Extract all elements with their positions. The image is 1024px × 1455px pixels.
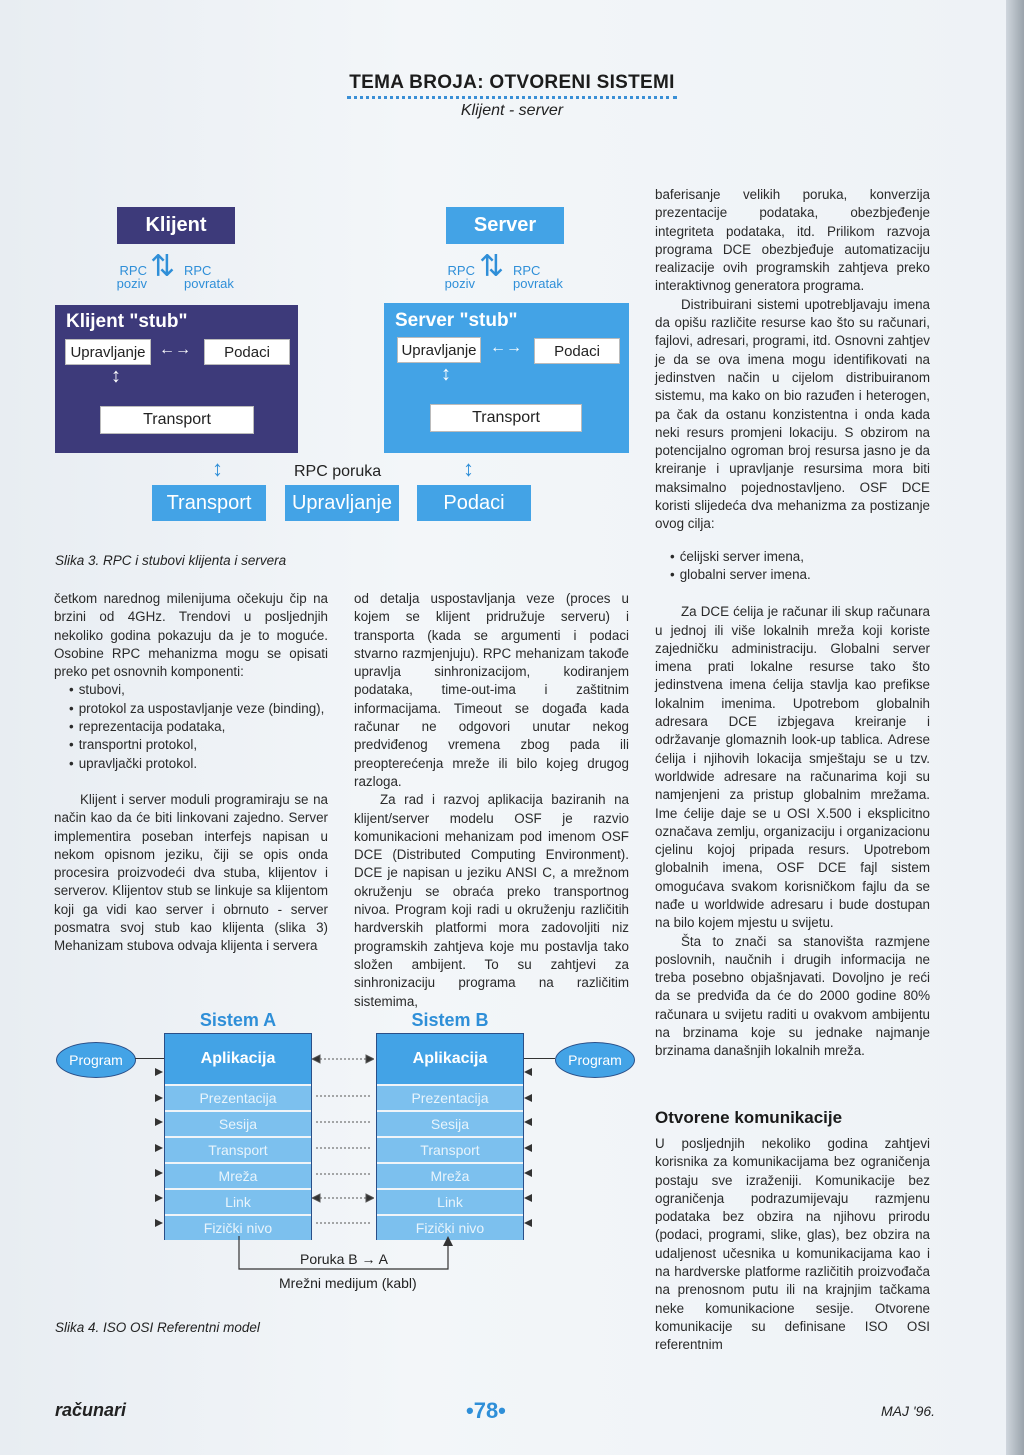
client-stub-vert-arrow: ↕ (111, 365, 121, 387)
system-a-label: Sistem A (199, 1010, 277, 1030)
list-item: • protokol za uspostavljanje veze (binding), (80, 700, 328, 718)
application-layer-a: Aplikacija (165, 1034, 311, 1084)
issue-date: MAJ '96. (881, 1403, 936, 1419)
program-b-ellipse: Program (555, 1042, 635, 1078)
right-paragraph-5: U posljednjih nekoliko godina zahtjevi korisnika za komunikacijama bez ograničenja postaju sve izraženiji. Komunikacije bez ograničenja podrazumijevaju razmjenu podataka bez obzira na njihovu prirodu (podaci, programi, slike, glas), bez obzira na udaljenost učesnika u komunikacijama kao i na hardverske platforme različitih proizvođača na prenosnom putu ili na krajnjim tačkama neke komunikacione sesije. Otvorene komunikacije su definisane ISO OSI referentnim (655, 1136, 930, 1353)
right-paragraph-2: Distribuirani sistemi upotrebljavaju imena da opišu različite resurse kao što su računari, fajlovi, adresari, programi, itd. Osnovni zahtjev je da se ova imena mogu identifikovati na jedinstven način u cijelom distribuiranom sistemu, ma kako on bio razuđen i heterogen, pa čak da ostanu konzistentna i onda kada neki resurs promjeni lokaciju. S obzirom na potencijalno ogroman broj resursa jasno je da kreiranje i upravljanje resursima mora biti maksimalno pojednostavljeno. OSF DCE koristi slijedeća dva mehanizma za postizanje ovog cilja: (655, 296, 930, 532)
list-item: • transportni protokol, (80, 736, 328, 754)
server-rpc-call-label: RPC poziv (444, 263, 475, 291)
left-column (54, 590, 328, 956)
server-down-arrow: ↕ (463, 456, 474, 481)
list-item: • upravljački protokol. (80, 755, 328, 773)
middle-paragraph-2: Za rad i razvoj aplikacija baziranih na klijent/server modelu OSF je razvio komunikacioni mehanizam pod imenom OSF DCE (Distributed Computing Environment). DCE je napisan u jeziku ANSI C, a mrežnom okruženju se obraća preko transportnog nivoa. Program koji radi u okruženju različitih hardverskih platformi mora zadovoljiti niz programskih zahtjeva koje mu postavlja tako složen ambijent. To su zahtjevi za sinhronizaciju programa na različitim sistemima, (354, 792, 629, 1009)
list-item: • reprezentacija podataka, (80, 718, 328, 736)
layer-a-session: Sesija (165, 1110, 311, 1136)
client-bidir-arrow: ←→ (159, 341, 191, 358)
layer-a-network: Mreža (165, 1162, 311, 1188)
server-stub-panel (384, 303, 629, 453)
layer-b-transport: Transport (377, 1136, 523, 1162)
program-b-connector (523, 1058, 555, 1059)
left-paragraph-2: Klijent i server moduli programiraju se na način kao da će biti linkovani zajedno. Server implementira poseban interfejs napisan u nekom opisnom jeziku, čiji se opis onda procesira proizvodeći dva stuba, klijentov i serverov. Klijentov stub se linkuje sa klijentom koji ga vidi kao server i obrnuto - server posmatra svoj stub kao klijenta (slika 3) Mehanizam stubova odvaja klijenta i servera (54, 791, 328, 954)
system-b-label: Sistem B (411, 1010, 489, 1030)
client-rpc-return-label: RPC povratak (184, 263, 234, 291)
system-a-stack (164, 1033, 312, 1240)
network-medium-label: Mrežni medijum (kabl) (279, 1275, 417, 1291)
right-paragraph-3: Za DCE ćelija je računar ili skup računara u jednoj ili više lokalnih mreža koji koriste zajedničku administraciju. Globalni server imena prati lokalne resurse tako što jedinstvena imena ćelija stavlja kao prefikse lokalnim imenima. Upotrebom globalnih adresara DCE izbjegava kreiranje i održavanje glomaznih look-up tablica. Adrese ćelija i njihovih lokacija smještaju se u tzv. worldwide adresare na računarima koji su namjenjeni za pristup globalnim mrežama. Ime ćelije daje se u OSI X.500 i eksplicitno označava zemlju, organizaciju i organizacionu cjelinu kojoj pripada resurs. Upotrebom globalnih imena, OSF DCE fajl sistem omogućava svakom korisničkom fajlu da se nađe u worldwide adresaru i bude dostupan na bilo kojem mjestu u svijetu. (655, 604, 930, 931)
right-paragraph-1: baferisanje velikih poruka, konverzija prezentacije podataka, obezbjeđenje integriteta podataka, itd. Prilikom razvoja programa DCE obezbjeđuje automatizaciju realizacije ovih programskih zahtjeva preko interaktivnog generatora programa. (655, 187, 930, 294)
client-stub-panel (55, 305, 298, 453)
left-stack-arrows (150, 1060, 164, 1230)
right-column-bottom (655, 1135, 930, 1355)
message-data-box: Podaci (417, 485, 531, 521)
server-rpc-return-label: RPC povratak (513, 263, 563, 291)
message-b-to-a-label: Poruka B → A (300, 1251, 388, 1267)
layer-b-physical: Fizički nivo (377, 1214, 523, 1240)
layer-b-session: Sesija (377, 1110, 523, 1136)
layer-a-transport: Transport (165, 1136, 311, 1162)
client-updown-arrow: ⇅ (150, 250, 176, 283)
list-item: • ćelijski server imena, (681, 548, 930, 566)
system-b-stack (376, 1033, 524, 1240)
server-data-box: Podaci (534, 338, 620, 364)
right-bullet-list (655, 548, 930, 585)
server-bidir-arrow: ←→ (490, 339, 522, 356)
client-box: Klijent (117, 207, 235, 244)
rpc-message-label: RPC poruka (294, 463, 382, 480)
section-heading: Otvorene komunikacije (655, 1108, 843, 1127)
server-updown-arrow: ⇅ (479, 250, 505, 283)
list-item: • globalni server imena. (681, 566, 930, 584)
server-transport-box: Transport (430, 404, 582, 432)
layer-a-presentation: Prezentacija (165, 1084, 311, 1110)
message-transport-box: Transport (152, 485, 266, 521)
layer-b-network: Mreža (377, 1162, 523, 1188)
server-stub-vert-arrow: ↕ (441, 363, 451, 385)
program-a-connector (135, 1058, 164, 1059)
left-bullet-list (54, 681, 328, 772)
client-data-box: Podaci (204, 339, 290, 365)
magazine-brand: računari (55, 1400, 127, 1420)
page-header (0, 72, 1024, 120)
server-stub-title: Server "stub" (395, 310, 518, 331)
client-control-box: Upravljanje (65, 339, 151, 365)
page-number: •78• (466, 1398, 506, 1423)
server-control-box: Upravljanje (397, 337, 481, 363)
client-stub-title: Klijent "stub" (66, 311, 188, 332)
figure-4-caption: Slika 4. ISO OSI Referentni model (55, 1320, 260, 1335)
list-item: • stubovi, (80, 681, 328, 699)
dotted-rule (347, 96, 677, 99)
peer-arrows (312, 1045, 374, 1235)
figure-3-caption: Slika 3. RPC i stubovi klijenta i servera (55, 553, 287, 568)
client-down-arrow: ↕ (212, 456, 223, 481)
section-title: TEMA BROJA: OTVORENI SISTEMI (349, 72, 675, 93)
server-box: Server (446, 207, 564, 244)
right-stack-arrows (523, 1060, 537, 1230)
client-rpc-call-label: RPC poziv (116, 263, 147, 291)
layer-a-physical: Fizički nivo (165, 1214, 311, 1240)
application-layer-b: Aplikacija (377, 1034, 523, 1084)
middle-column (354, 590, 629, 1011)
right-column-top (655, 186, 930, 1061)
middle-paragraph-1: od detalja uspostavljanja veze (proces u kojem se klijent pridružuje serveru) i transporta (kada se argumenti i podaci stvarno razmjenjuju). RPC mehanizam takođe upravlja sinhronizacijom, kodiranjem podataka, time-out-ima i zaštitnim informacijama. Timeout se događa kada računar ne odgovori unutar nekog predviđenog vremena zbog pada ili preopterećenja mreže ili bilo kojeg drugog razloga. (354, 591, 629, 789)
left-paragraph-1: četkom narednog milenijuma očekuju čip na brzini od 4GHz. Trendovi u posljednjih nekoliko godina pokazuju da je to moguće. Osobine RPC mehanizma mogu se opisati preko pet osnovnih komponenti: (54, 591, 328, 680)
layer-b-link: Link (377, 1188, 523, 1214)
program-a-ellipse: Program (56, 1042, 136, 1078)
layer-a-link: Link (165, 1188, 311, 1214)
client-transport-box: Transport (100, 406, 254, 434)
right-paragraph-4: Šta to znači sa stanovišta razmjene poslovnih, naučnih i drugih informacija ne treba posebno objašnjavati. Dovoljno je reći da se predviđa da će do 2000 godine 80% računara u svijetu raditi u ovakvom ambijentu na brzinama koje su jednake najmanje brzinama današnjih lokalnih mreža. (655, 933, 930, 1059)
layer-b-presentation: Prezentacija (377, 1084, 523, 1110)
page-edge (1006, 0, 1024, 1455)
message-control-box: Upravljanje (285, 485, 399, 521)
section-subtitle: Klijent - server (460, 102, 564, 119)
